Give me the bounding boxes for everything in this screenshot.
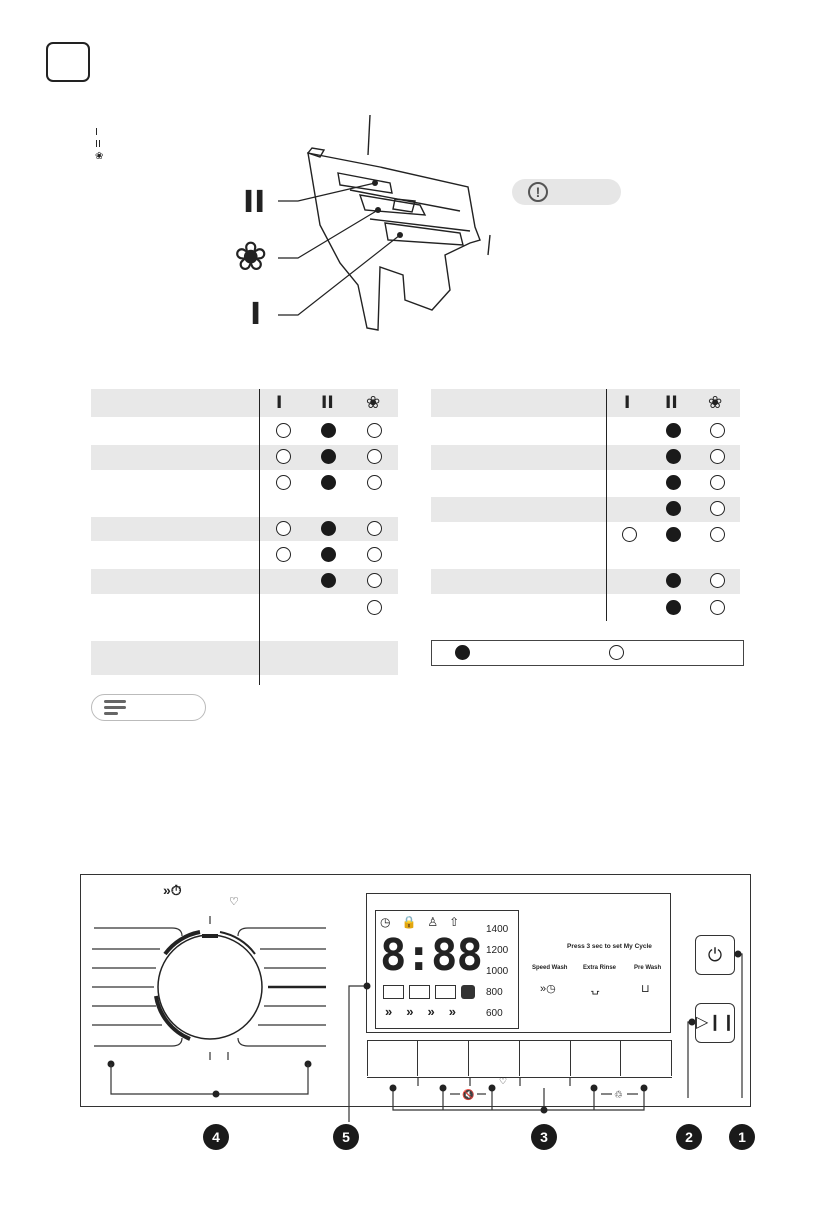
- empty-circle-mark: [367, 475, 382, 490]
- filled-circle-mark: [666, 573, 681, 588]
- callout-3: 3: [531, 1124, 557, 1150]
- page-number-box: [46, 42, 90, 82]
- symbol-legend: [95, 127, 103, 163]
- empty-circle-mark: [276, 475, 291, 490]
- empty-circle-key: [609, 645, 624, 660]
- extra-rinse-icon: ⍽: [591, 983, 600, 995]
- spin-speed-800: 800: [486, 987, 503, 998]
- spin-speed-1400: 1400: [486, 924, 509, 935]
- left-header-pre-wash: II: [321, 393, 334, 413]
- empty-circle-mark: [276, 423, 291, 438]
- callout-4: 4: [203, 1124, 229, 1150]
- empty-circle-mark: [710, 527, 725, 542]
- option-label-extra-rinse: Extra Rinse: [583, 965, 617, 971]
- option-label-pre-wash: Pre Wash: [634, 965, 662, 971]
- left-header-softener: ❀: [366, 393, 381, 413]
- spin-speed-1000: 1000: [486, 966, 509, 977]
- pre-wash-icon: ⊔: [641, 983, 650, 995]
- option-label-speed-wash: Speed Wash: [532, 965, 568, 971]
- display-leader: [345, 980, 375, 1130]
- my-cycle-hint: Press 3 sec to set My Cycle: [567, 943, 652, 950]
- right-table-row-grey: [431, 445, 740, 470]
- drawer-label-main-wash: I: [250, 297, 262, 332]
- filled-circle-key: [455, 645, 470, 660]
- filled-circle-mark: [321, 573, 336, 588]
- empty-circle-mark: [367, 573, 382, 588]
- speed-wash-icon: »◷: [540, 983, 556, 995]
- empty-circle-mark: [276, 521, 291, 536]
- left-table-row-grey: [91, 445, 398, 470]
- lcd-program-icons: [383, 985, 475, 1004]
- spin-speed-600: 600: [486, 1008, 503, 1019]
- speed-wash-dial-icon: »⏱: [163, 882, 182, 898]
- filled-circle-mark: [666, 449, 681, 464]
- detergent-drawer-illustration: [220, 115, 510, 335]
- right-header-pre-wash: II: [665, 393, 678, 413]
- svg-text:🔇: 🔇: [462, 1090, 475, 1101]
- spin-speed-list: [486, 924, 508, 1029]
- drawer-label-pre-wash: II: [243, 185, 266, 220]
- lcd-status-icons: ◷🔒♙⇧: [380, 915, 471, 929]
- filled-circle-mark: [321, 547, 336, 562]
- play-pause-icon: ▷❙❙: [696, 1014, 736, 1031]
- filled-circle-mark: [666, 527, 681, 542]
- empty-circle-mark: [367, 521, 382, 536]
- program-dial-area: [82, 876, 342, 1101]
- right-table-header-row: [431, 389, 740, 417]
- lcd-digits: 8:88: [380, 930, 482, 981]
- symbol-key-box: [431, 640, 744, 666]
- empty-circle-mark: [710, 600, 725, 615]
- empty-circle-mark: [710, 501, 725, 516]
- lcd-temperature-chevrons: »»»»: [385, 1004, 470, 1019]
- empty-circle-mark: [710, 423, 725, 438]
- svg-text:♡: ♡: [499, 1077, 508, 1087]
- legend-main-wash: I: [95, 127, 98, 138]
- drawer-label-softener: ❀: [234, 234, 268, 280]
- filled-circle-mark: [666, 423, 681, 438]
- option-button-3[interactable]: [469, 1040, 520, 1076]
- empty-circle-mark: [367, 423, 382, 438]
- right-header-main-wash: I: [624, 393, 631, 413]
- empty-circle-mark: [367, 600, 382, 615]
- svg-text:♲: ♲: [614, 1090, 623, 1101]
- left-table-divider: [259, 389, 260, 685]
- power-icon: ⏻: [707, 945, 723, 965]
- left-table-header-row: [91, 389, 398, 417]
- legend-pre-wash: II: [95, 139, 101, 150]
- empty-circle-mark: [710, 449, 725, 464]
- filled-circle-mark: [666, 501, 681, 516]
- empty-circle-mark: [710, 475, 725, 490]
- caution-icon: !: [528, 182, 548, 202]
- spin-speed-1200: 1200: [486, 945, 509, 956]
- empty-circle-mark: [276, 449, 291, 464]
- empty-circle-mark: [367, 449, 382, 464]
- left-table-row-grey: [91, 569, 398, 594]
- filled-circle-mark: [321, 475, 336, 490]
- empty-circle-mark: [710, 573, 725, 588]
- callout-5: 5: [333, 1124, 359, 1150]
- option-button-2[interactable]: [418, 1040, 469, 1076]
- right-table-divider: [606, 389, 607, 621]
- filled-circle-mark: [321, 449, 336, 464]
- notes-icon: [104, 700, 126, 715]
- empty-circle-mark: [367, 547, 382, 562]
- legend-softener: ❀: [95, 151, 104, 162]
- panel-leaders: [520, 940, 760, 1110]
- callout-1: 1: [729, 1124, 755, 1150]
- filled-circle-mark: [321, 423, 336, 438]
- left-header-main-wash: I: [276, 393, 283, 413]
- empty-circle-mark: [276, 547, 291, 562]
- right-table-row-grey: [431, 569, 740, 594]
- filled-circle-mark: [666, 600, 681, 615]
- right-header-softener: ❀: [708, 393, 723, 413]
- my-cycle-dial-icon: ♡: [229, 896, 239, 908]
- empty-circle-mark: [622, 527, 637, 542]
- filled-circle-mark: [666, 475, 681, 490]
- left-table-row-grey: [91, 517, 398, 541]
- callout-2: 2: [676, 1124, 702, 1150]
- left-table-row-grey: [91, 641, 398, 675]
- filled-circle-mark: [321, 521, 336, 536]
- right-table-row-grey: [431, 497, 740, 522]
